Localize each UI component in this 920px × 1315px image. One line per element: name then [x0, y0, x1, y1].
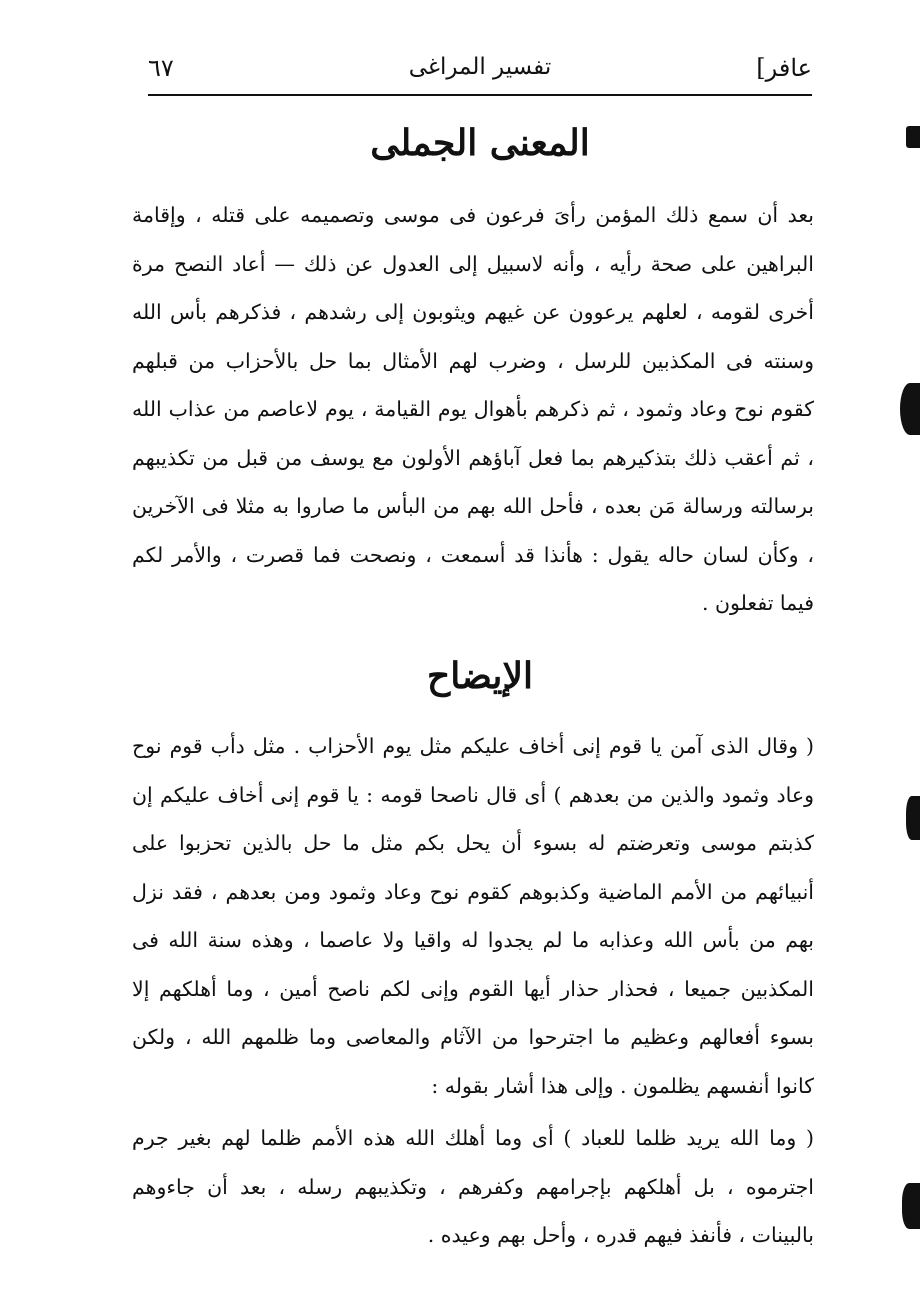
scan-mark-4 [902, 1183, 920, 1229]
paragraph-explanation-1: ( وقال الذى آمن يا قوم إنى أخاف عليكم مثل يوم الأحزاب . مثل دأب قوم نوح وعاد وثمود والذين من بعدهم ) أى قال ناصحا قومه : يا قوم إنى أخاف عليكم إن كذبتم موسى وتعرضتم له بسوء أن يحل بكم مثل ما حل بالذين تحزبوا على أنبيائهم من الأمم الماضية وكذبوهم كقوم نوح وعاد وثمود ومن بعدهم ، فقد نزل بهم من بأس الله وعذابه ما لم يجدوا له واقيا ولا عاصما ، وهذه سنة الله فى المكذبين جميعا ، فحذار حذار أيها القوم وإنى لكم ناصح أمين ، وما أهلكهم إلا بسوء أفعالهم وعظيم ما اجترحوا من الآثام والمعاصى وما ظلمهم الله ، ولكن كانوا أنفسهم يظلمون . وإلى هذا أشار بقوله : [132, 734, 814, 1098]
page-header [148, 48, 812, 96]
section-heading-explanation: الإيضاح [427, 655, 533, 697]
surah-name: عافر] [756, 54, 812, 82]
section-heading-summary: المعنى الجملى [370, 122, 590, 164]
book-title: تفسير المراغى [408, 54, 552, 80]
scan-mark-2 [900, 383, 920, 435]
scan-mark-1 [906, 126, 920, 148]
paragraph-summary: بعد أن سمع ذلك المؤمن رأىَ فرعون فى موسى وتصميمه على قتله ، وإقامة البراهين على صحة رأيه ، وأنه لاسبيل إلى العدول عن ذلك — أعاد النصح مرة أخرى لقومه ، لعلهم يرعوون عن غيهم ويثوبون إلى رشدهم ، فذكرهم بأس الله وسنته فى المكذبين للرسل ، وضرب لهم الأمثال بما حل بالأحزاب من قبلهم كقوم نوح وعاد وثمود ، ثم ذكرهم بأهوال يوم القيامة ، يوم لاعاصم من عذاب الله ، ثم أعقب ذلك بتذكيرهم بما فعل آباؤهم الأولون مع يوسف من قبل من تكذيبهم برسالته ورسالة مَن بعده ، فأحل الله بهم من البأس ما صاروا به مثلا فى الآخرين ، وكأن لسان حاله يقول : هأنذا قد أسمعت ، ونصحت فما قصرت ، والأمر لكم فيما تفعلون . [132, 203, 814, 615]
scan-mark-3 [906, 796, 920, 840]
paragraph-explanation-2: ( وما الله يريد ظلما للعباد ) أى وما أهلك الله هذه الأمم ظلما لهم بغير جرم اجترموه ، بل أهلكهم بإجرامهم وكفرهم ، وتكذيبهم رسله ، بعد أن جاءوهم بالبينات ، فأنفذ فيهم قدره ، وأحل بهم وعيده . [132, 1126, 814, 1247]
page-number: ٦٧ [148, 54, 174, 82]
